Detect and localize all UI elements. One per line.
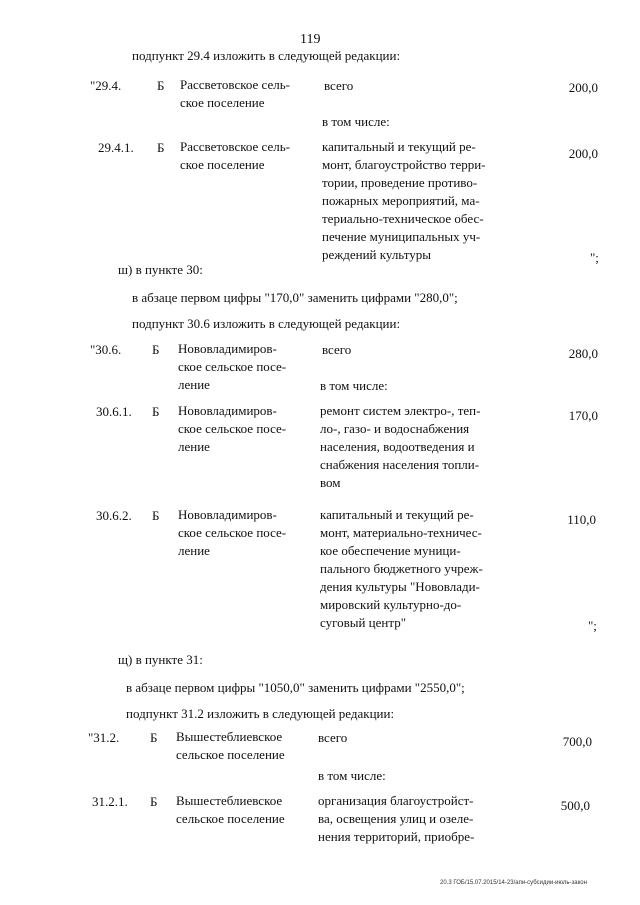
row-desc: капитальный и текущий ре- монт, материально-техничес- кое обеспечение муници- пального бюджетного учреж- дения культуры "Нововлади- мировский культурно-до- суговый центр" bbox=[320, 507, 483, 630]
row-num: "29.4. bbox=[90, 78, 122, 93]
row-amount: 200,0 bbox=[568, 80, 598, 95]
row-end-quote: "; bbox=[590, 250, 599, 265]
footer-file-path: 20.3 ГОБ/15.07.2015/14-23/апи-субсидии-июль-закон bbox=[440, 880, 587, 886]
row-subtitle: в том числе: bbox=[318, 768, 386, 783]
row-desc: организация благоустройст- ва, освещения улиц и озеле- нения территорий, приобре- bbox=[318, 793, 475, 844]
row-amount: 280,0 bbox=[568, 346, 598, 361]
row-num: 30.6.1. bbox=[96, 404, 132, 419]
paragraph-replace-31: в абзаце первом цифры "1050,0" заменить цифрами "2550,0"; bbox=[126, 680, 465, 695]
paragraph-sh: ш) в пункте 30: bbox=[118, 262, 203, 277]
row-end-quote: "; bbox=[588, 618, 597, 633]
row-name: Рассветовское сель- ское поселение bbox=[180, 77, 290, 110]
row-amount: 500,0 bbox=[560, 798, 590, 813]
row-desc: капитальный и текущий ре- монт, благоустройство терри- тории, проведение противо- пожарных мероприятий, ма- териально-техническое обес- печение муниципальных уч- реждений культуры bbox=[322, 139, 486, 262]
row-num: 29.4.1. bbox=[98, 140, 134, 155]
page-number: 119 bbox=[300, 32, 321, 47]
row-name: Рассветовское сель- ское поселение bbox=[180, 139, 290, 172]
row-desc: всего bbox=[322, 342, 352, 357]
row-amount: 200,0 bbox=[568, 146, 598, 161]
row-desc: ремонт систем электро-, теп- ло-, газо- и водоснабжения населения, водоотведения и снабжения населения топли- вом bbox=[320, 403, 481, 490]
row-desc: всего bbox=[318, 730, 348, 745]
row-amount: 170,0 bbox=[568, 408, 598, 423]
row-name: Нововладимиров- ское сельское посе- ление bbox=[178, 341, 287, 392]
row-amount: 700,0 bbox=[562, 734, 592, 749]
row-type: Б bbox=[150, 730, 158, 745]
row-name: Нововладимиров- ское сельское посе- ление bbox=[178, 507, 287, 558]
row-desc: всего bbox=[324, 78, 354, 93]
paragraph-replace-30: в абзаце первом цифры "170,0" заменить цифрами "280,0"; bbox=[132, 290, 458, 305]
row-num: "31.2. bbox=[88, 730, 120, 745]
paragraph-29-4-intro: подпункт 29.4 изложить в следующей редакции: bbox=[132, 48, 401, 63]
row-type: Б bbox=[157, 78, 165, 93]
row-type: Б bbox=[152, 342, 160, 357]
row-type: Б bbox=[152, 404, 160, 419]
row-type: Б bbox=[152, 508, 160, 523]
row-num: 31.2.1. bbox=[92, 794, 128, 809]
row-num: "30.6. bbox=[90, 342, 122, 357]
row-type: Б bbox=[150, 794, 158, 809]
row-type: Б bbox=[157, 140, 165, 155]
row-amount: 110,0 bbox=[567, 512, 596, 527]
row-subtitle: в том числе: bbox=[322, 114, 390, 129]
paragraph-31-2-intro: подпункт 31.2 изложить в следующей редакции: bbox=[126, 706, 395, 721]
row-name: Вышестеблиевское сельское поселение bbox=[176, 729, 285, 762]
paragraph-30-6-intro: подпункт 30.6 изложить в следующей редакции: bbox=[132, 316, 401, 331]
row-name: Вышестеблиевское сельское поселение bbox=[176, 793, 285, 826]
paragraph-shch: щ) в пункте 31: bbox=[118, 652, 203, 667]
row-num: 30.6.2. bbox=[96, 508, 132, 523]
row-subtitle: в том числе: bbox=[320, 378, 388, 393]
row-name: Нововладимиров- ское сельское посе- ление bbox=[178, 403, 287, 454]
